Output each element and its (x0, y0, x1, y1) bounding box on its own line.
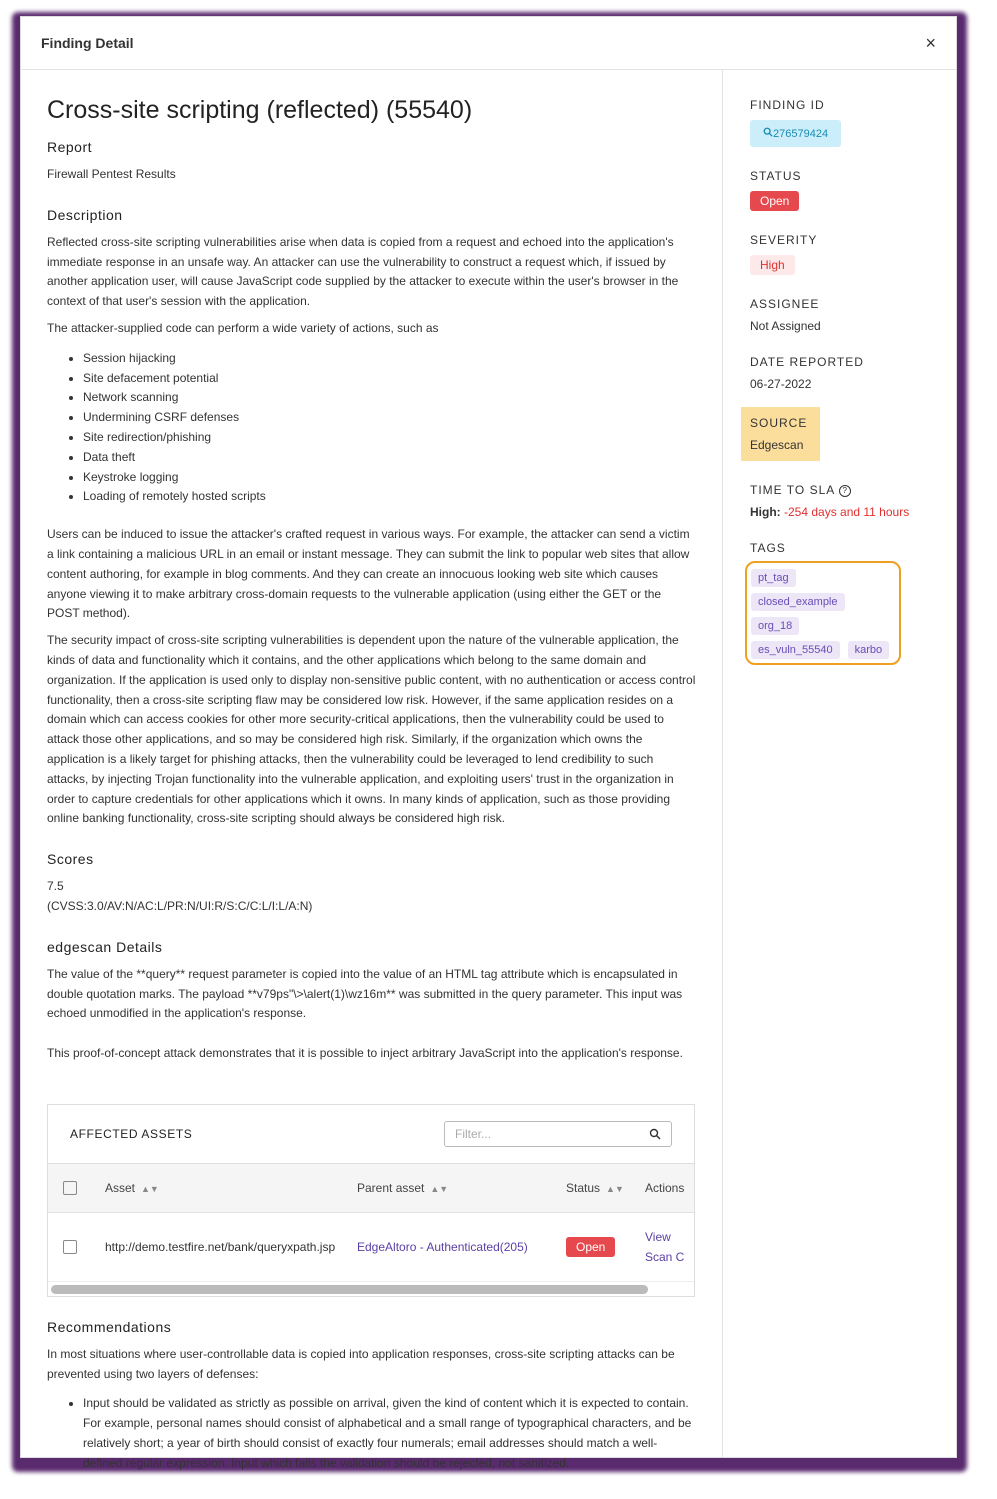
assets-title: AFFECTED ASSETS (70, 1126, 193, 1141)
row-checkbox[interactable] (63, 1240, 77, 1254)
close-icon[interactable]: × (925, 32, 936, 53)
table-row (48, 1213, 694, 1281)
assignee-label: ASSIGNEE (750, 297, 820, 311)
status-badge: Open (566, 1237, 615, 1257)
edgescan-details-label: edgescan Details (47, 938, 163, 955)
list-item: • Undermining CSRF defenses (83, 408, 696, 428)
date-reported-value: 06-27-2022 (750, 377, 812, 391)
description-paragraph: Users can be induced to issue the attacker's crafted request in various ways. For example, the attacker can send a victim a link containing a malicious URL in an email or instant message. They can submit the link to popular web sites that allow content authoring, for example in blog comments. And they can create an innocuous looking web site which causes anyone viewing it to make arbitrary cross-domain requests to the vulnerable application (using either the GET or the POST method). (47, 527, 690, 621)
tags-label: TAGS (750, 541, 786, 555)
tag[interactable]: org_18 (751, 617, 799, 635)
score-value: 7.5 (47, 879, 64, 894)
scrollbar-thumb[interactable] (51, 1285, 648, 1294)
scan-link[interactable]: Scan C (645, 1249, 685, 1264)
edgescan-paragraph: This proof-of-concept attack demonstrates that it is possible to inject arbitrary JavaScript into the application's response. (47, 1046, 683, 1061)
scores-label: Scores (47, 851, 94, 868)
column-status[interactable]: Status ▲▼ (566, 1180, 624, 1195)
finding-id-label: FINDING ID (750, 98, 825, 112)
sort-icon[interactable]: ▲▼ (141, 1183, 159, 1194)
list-item: • Keystroke logging (83, 468, 696, 488)
column-asset[interactable]: Asset ▲▼ (105, 1180, 159, 1195)
actions-cell (645, 1227, 685, 1267)
status-badge: Open (750, 191, 799, 211)
finding-sidebar (750, 70, 950, 665)
finding-title: Cross-site scripting (reflected) (55540) (47, 96, 473, 124)
report-label: Report (47, 139, 93, 155)
report-value: Firewall Pentest Results (47, 167, 176, 181)
assignee-value: Not Assigned (750, 319, 821, 333)
search-icon (649, 1128, 661, 1140)
severity-badge: High (750, 255, 795, 275)
list-item: • Site redirection/phishing (83, 428, 696, 448)
tag[interactable]: es_vuln_55540 (751, 641, 840, 659)
help-icon[interactable]: ? (839, 485, 851, 497)
description-label: Description (47, 206, 123, 223)
list-item: • Loading of remotely hosted scripts (83, 487, 696, 507)
asset-url: http://demo.testfire.net/bank/queryxpath.jsp (105, 1239, 336, 1254)
description-paragraph: The security impact of cross-site scripting vulnerabilities is dependent upon the nature of the vulnerable application, the kinds of data and functionality which it contains, and the other applications which belong to the same domain and organization. If the application is used only to display non-sensitive public content, with no authentication or access control functionality, then a cross-site scripting flaw may be considered low risk. However, if the same application resides on a domain which can access cookies for other more security-critical applications, then the vulnerability could be used to attack those other applications, and so may be considered high risk. Similarly, if the organization which owns the application is a likely target for phishing attacks, then the vulnerability could be leveraged to lend credibility to such attacks, by injecting Trojan functionality into the vulnerable application, and exploiting users' trust in the organization in order to capture credentials for other applications which it owns. In many kinds of application, such as those providing online banking functionality, cross-site scripting should always be considered high risk. (47, 633, 696, 826)
modal-title: Finding Detail (41, 35, 134, 51)
affected-assets-table (47, 1104, 695, 1297)
list-item: • Session hijacking (83, 349, 696, 369)
recommendations-paragraph: In most situations where user-controllable data is copied into application responses, cross-site scripting attacks can be prevented using two layers of defenses: (47, 1346, 675, 1381)
column-actions: Actions (645, 1180, 685, 1195)
status-label: STATUS (750, 169, 802, 183)
recommendations-list (47, 1394, 696, 1473)
search-icon (763, 127, 773, 137)
assets-header (48, 1105, 694, 1164)
sla-value: High: -254 days and 11 hours (750, 505, 910, 519)
finding-detail-modal (20, 16, 957, 1470)
sort-icon[interactable]: ▲▼ (606, 1183, 624, 1194)
view-link[interactable]: View (645, 1229, 671, 1244)
description-paragraph: Reflected cross-site scripting vulnerabilities arise when data is copied from a request and echoed into the application's immediate response in an unsafe way. An attacker can use the vulnerability to construct a request which, if issued by another application user, will cause JavaScript code supplied by the attacker to execute within the user's browser in the context of that user's session with the application. (47, 234, 679, 309)
list-item: • Data theft (83, 448, 696, 468)
list-item: • Input should be validated as strictly as possible on arrival, given the kind of content which it is expected to contain. For example, personal names should consist of alphabetical and a small range of typographical characters, and be relatively short; a year of birth should consist of exactly four numerals; email addresses should match a well-defined regular expression. Input which fails the validation should be rejected, not sanitized. (83, 1394, 696, 1473)
severity-label: SEVERITY (750, 233, 818, 247)
modal-header (21, 17, 956, 70)
date-reported-label: DATE REPORTED (750, 355, 864, 369)
source-highlight (741, 407, 820, 461)
description-paragraph: The attacker-supplied code can perform a wide variety of actions, such as (47, 320, 439, 335)
time-to-sla-label: TIME TO SLA ? (750, 483, 950, 497)
filter-placeholder: Filter... (455, 1126, 492, 1141)
tag[interactable]: pt_tag (751, 569, 796, 587)
actions-list (47, 349, 696, 507)
source-label: SOURCE (750, 416, 808, 430)
parent-asset-link[interactable]: EdgeAltoro - Authenticated(205) (357, 1239, 528, 1254)
tag[interactable]: closed_example (751, 593, 845, 611)
finding-id-button[interactable] (750, 120, 841, 147)
filter-input[interactable] (444, 1121, 672, 1147)
finding-id-value: 276579424 (773, 128, 829, 140)
tags-list (745, 561, 901, 665)
score-vector: (CVSS:3.0/AV:N/AC:L/PR:N/UI:R/S:C/C:L/I:L/A:N) (47, 898, 313, 913)
column-parent-asset[interactable]: Parent asset ▲▼ (357, 1180, 449, 1195)
horizontal-scrollbar[interactable] (48, 1281, 694, 1296)
source-value: Edgescan (750, 438, 804, 452)
table-header (48, 1164, 694, 1213)
select-all-checkbox[interactable] (63, 1181, 77, 1195)
edgescan-paragraph: The value of the **query** request parameter is copied into the value of an HTML tag attribute which is encapsulated in double quotation marks. The payload **v79ps"\>\alert(1)\wz16m** was submitted in the query parameter. This input was echoed unmodified in the application's response. (47, 966, 683, 1021)
list-item: • Site defacement potential (83, 369, 696, 389)
finding-main-panel (21, 70, 723, 1470)
recommendations-label: Recommendations (47, 1318, 172, 1335)
sort-icon[interactable]: ▲▼ (430, 1183, 449, 1194)
tag[interactable]: karbo (848, 641, 890, 659)
list-item: • Network scanning (83, 388, 696, 408)
